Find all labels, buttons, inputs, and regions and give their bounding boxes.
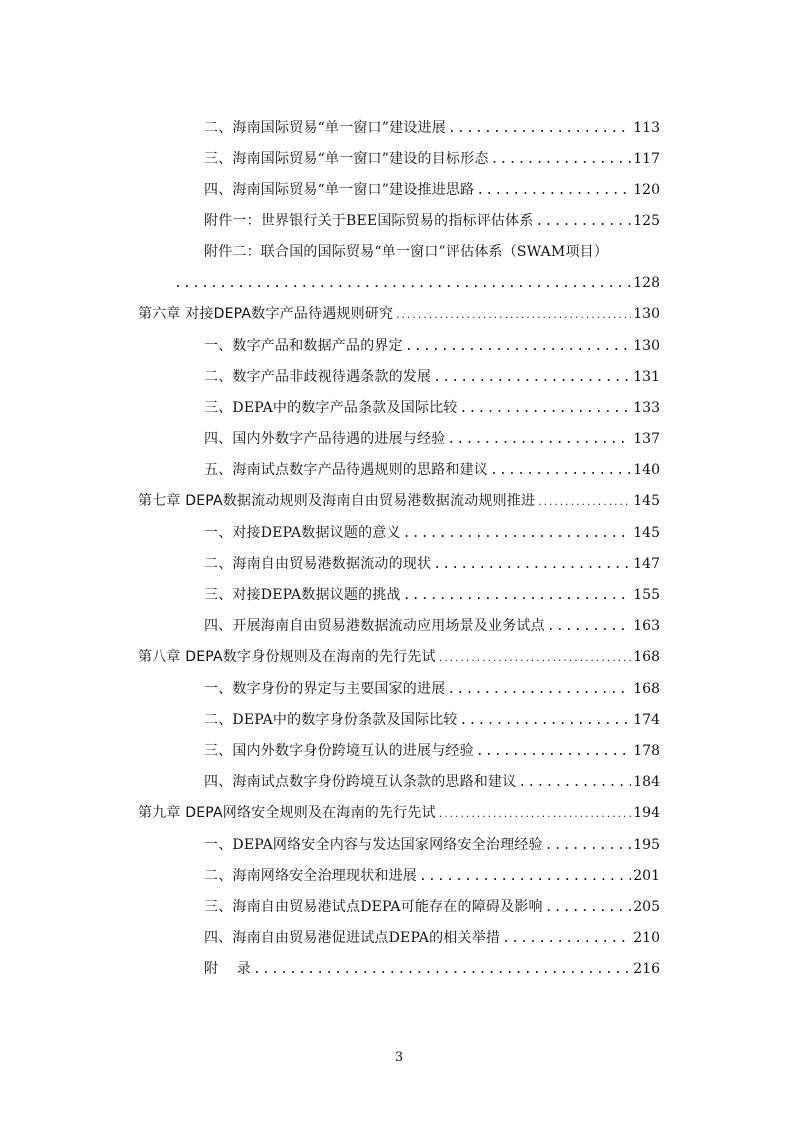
toc-entry[interactable] [204,334,660,358]
toc-entry[interactable] [204,552,660,576]
toc-chapter-title: 第七章 DEPA数据流动规则及海南自由贸易港数据流动规则推进 [138,493,536,509]
toc-entry-title: 三、DEPA中的数字产品条款及国际比较 [204,400,458,416]
toc-leader-dots [447,428,631,452]
toc-entry[interactable] [204,583,660,607]
toc-entry-title: 一、数字身份的界定与主要国家的进展 [204,681,446,697]
toc-entry-page: 168 [633,649,660,665]
toc-entry-title: 四、海南试点数字身份跨境互认条款的思路和建议 [204,774,517,790]
toc-entry-title: 二、DEPA中的数字身份条款及国际比较 [204,712,458,728]
toc-leader-dots [476,179,631,203]
toc-entry-page: 120 [633,182,660,198]
toc-entry-page: 117 [633,151,660,167]
toc-entry-page: 140 [633,462,660,478]
toc-chapter-entry[interactable] [138,801,660,825]
toc-entry[interactable] [204,240,664,264]
toc-chapter-title: 第九章 DEPA网络安全规则及在海南的先行先试 [138,805,436,821]
toc-leader-dots [518,771,631,795]
toc-leader-dots [537,491,631,515]
toc-leader-dots [536,210,632,234]
toc-entry-title: 二、海南网络安全治理现状和进展 [204,868,417,884]
toc-entry-title: 三、海南自由贸易港试点DEPA可能存在的障碍及影响 [204,899,543,915]
toc-entry-title: 附件二：联合国的国际贸易“单一窗口”评估体系（SWAM项目） [204,244,609,260]
toc-entry-title: 三、对接DEPA数据议题的挑战 [204,587,401,603]
toc-leader-dots [460,397,632,421]
toc-entry-title: 四、开展海南自由贸易港数据流动应用场景及业务试点 [204,618,545,634]
toc-leader-dots [476,740,631,764]
toc-entry-title: 四、海南自由贸易港促进试点DEPA的相关举措 [204,930,501,946]
toc-entry-title: 附 录 [204,961,252,977]
toc-leader-dots [490,459,631,483]
toc-entry[interactable] [204,895,660,919]
toc-leader-dots [433,553,631,577]
toc-entry-title: 一、DEPA网络安全内容与发达国家网络安全治理经验 [204,837,543,853]
toc-chapter-entry[interactable] [138,302,660,326]
toc-entry[interactable] [204,116,660,140]
toc-entry[interactable] [204,926,660,950]
toc-entry[interactable] [204,521,660,545]
toc-entry-page: 130 [633,306,660,322]
toc-entry-page: 195 [633,837,660,853]
toc-leader-dots [253,958,631,982]
toc-entry-page: 201 [633,868,660,884]
toc-entry-page: 137 [633,431,660,447]
toc-entry-page: 145 [633,493,660,509]
toc-entry[interactable] [204,739,660,763]
toc-entry[interactable] [204,770,660,794]
toc-entry-page: 155 [633,587,660,603]
toc-entry-page: 131 [633,369,660,385]
toc-leader-dots [405,335,631,359]
toc-entry[interactable] [204,396,660,420]
toc-leader-dots [502,927,631,951]
toc-entry[interactable] [204,365,660,389]
toc-entry-title: 一、对接DEPA数据议题的意义 [204,525,401,541]
toc-chapter-title: 第六章 对接DEPA数字产品待遇规则研究 [138,306,394,322]
toc-entry-title: 附件一：世界银行关于BEE国际贸易的指标评估体系 [204,213,534,229]
toc-leader-dots [447,678,631,702]
toc-chapter-title: 第八章 DEPA数字身份规则及在海南的先行先试 [138,649,436,665]
toc-entry-page: 216 [633,961,660,977]
toc-entry-title: 五、海南试点数字产品待遇规则的思路和建议 [204,462,488,478]
toc-entry[interactable] [204,833,660,857]
toc-leader-dots [547,615,631,639]
toc-entry-page: 163 [633,618,660,634]
toc-leader-dots [438,803,631,827]
toc-leader-dots [403,522,632,546]
toc-leader-dots [545,834,632,858]
toc-entry-page: 128 [633,275,660,291]
toc-entry-title: 一、数字产品和数据产品的界定 [204,338,403,354]
toc-entry[interactable] [204,614,660,638]
toc-entry-page: 133 [633,400,660,416]
toc-leader-dots [395,304,631,328]
toc-leader-dots [433,366,631,390]
toc-entry-page: 113 [633,120,660,136]
toc-entry[interactable] [204,178,660,202]
toc-entry-page: 125 [633,213,660,229]
toc-entry-page: 178 [633,743,660,759]
toc-entry-page: 210 [633,930,660,946]
toc-entry[interactable] [204,864,660,888]
toc-entry[interactable] [204,677,660,701]
toc-entry[interactable] [204,427,660,451]
toc-leader-dots [491,148,632,172]
toc-entry-page: 194 [633,805,660,821]
toc-entry[interactable] [204,957,660,981]
toc-leader-dots [545,896,632,920]
toc-leader-dots [448,117,631,141]
toc-entry-page: 147 [633,556,660,572]
toc-entry-title: 三、国内外数字身份跨境互认的进展与经验 [204,743,474,759]
toc-entry-page: 184 [633,774,660,790]
toc-entry-title: 四、国内外数字产品待遇的进展与经验 [204,431,446,447]
toc-leader-dots [174,272,631,296]
toc-entry[interactable] [204,209,660,233]
toc-entry-continuation[interactable] [172,271,660,295]
toc-entry-page: 174 [633,712,660,728]
toc-leader-dots [438,647,631,671]
toc-entry-title: 二、海南自由贸易港数据流动的现状 [204,556,432,572]
toc-entry-title: 二、数字产品非歧视待遇条款的发展 [204,369,432,385]
toc-entry-page: 145 [633,525,660,541]
toc-entry-page: 130 [633,338,660,354]
toc-entry[interactable] [204,147,660,171]
toc-entry[interactable] [204,708,660,732]
page-number: 3 [394,1050,404,1065]
toc-chapter-entry[interactable] [138,489,660,513]
toc-entry-title: 三、海南国际贸易“单一窗口”建设的目标形态 [204,151,489,167]
toc-leader-dots [419,865,631,889]
toc-leader-dots [460,709,632,733]
toc-entry-title: 二、海南国际贸易“单一窗口”建设进展 [204,120,446,136]
toc-entry-title: 四、海南国际贸易“单一窗口”建设推进思路 [204,182,475,198]
toc-leader-dots [403,584,632,608]
toc-entry-page: 205 [633,899,660,915]
toc-entry-page: 168 [633,681,660,697]
toc-chapter-entry[interactable] [138,645,660,669]
toc-entry[interactable] [204,458,660,482]
